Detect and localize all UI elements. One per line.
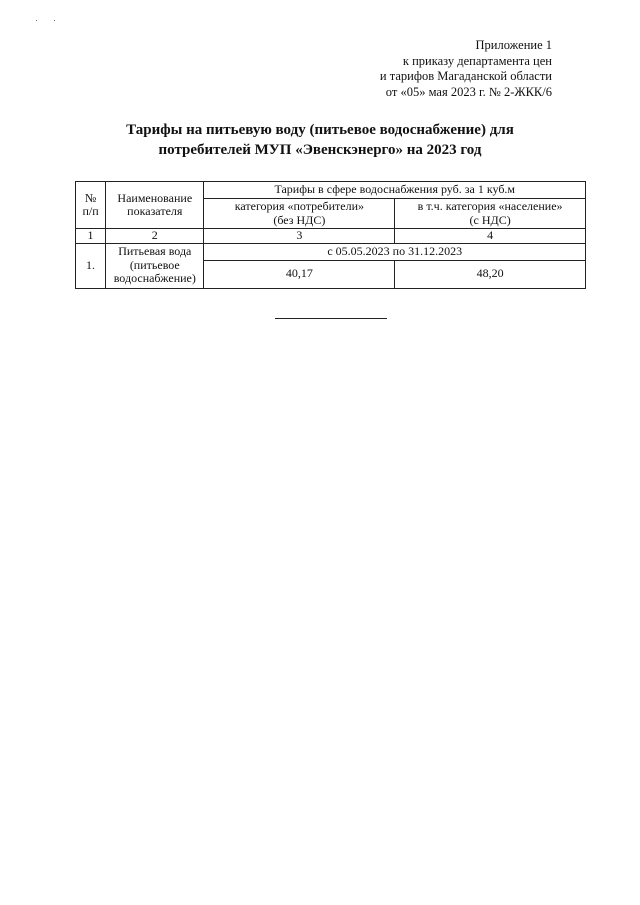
- index-cell: 4: [395, 229, 586, 244]
- annex-line: к приказу департамента цен: [402, 53, 552, 68]
- annex-block: [380, 38, 552, 100]
- row-value-b-cell: 48,20: [395, 260, 586, 288]
- header-col-b-line: в т.ч. категория «население»: [417, 199, 563, 213]
- header-col-a-line: (без НДС): [273, 212, 326, 227]
- scan-speck: [54, 20, 55, 21]
- row-period-cell: с 05.05.2023 по 31.12.2023: [204, 243, 586, 260]
- header-row: [76, 182, 586, 199]
- header-group-cell: Тарифы в сфере водоснабжения руб. за 1 куб.м: [204, 182, 586, 199]
- row-number-cell: 1.: [76, 243, 106, 288]
- header-col-a-line: категория «потребители»: [234, 199, 364, 213]
- tariff-table: [75, 181, 586, 289]
- scan-speck: [36, 20, 37, 21]
- index-cell: 2: [106, 229, 204, 244]
- document-title: [0, 120, 640, 160]
- title-line: потребителей МУП «Эвенскэнерго» на 2023 год: [158, 142, 482, 158]
- index-cell: 3: [204, 229, 395, 244]
- row-name-line: водоснабжение): [113, 271, 196, 286]
- row-name-cell: [106, 243, 204, 288]
- header-col-b-line: (с НДС): [469, 212, 511, 227]
- signature-divider: [275, 318, 387, 319]
- annex-line: от «05» мая 2023 г. № 2-ЖКК/6: [385, 84, 552, 99]
- header-name-line: Наименование: [117, 190, 193, 205]
- row-name-line: Питьевая вода: [118, 244, 192, 259]
- annex-line: Приложение 1: [475, 38, 552, 52]
- index-row: [76, 229, 586, 244]
- table-row: [76, 243, 586, 260]
- header-col-b-cell: [395, 199, 586, 229]
- header-number-abbr: п/п: [82, 204, 99, 218]
- row-name-line: (питьевое: [129, 257, 180, 272]
- index-cell: 1: [76, 229, 106, 244]
- header-number-cell: [76, 182, 106, 229]
- annex-line: и тарифов Магаданской области: [379, 69, 552, 83]
- title-line: Тарифы на питьевую воду (питьевое водоснабжение) для: [126, 122, 514, 138]
- header-name-cell: [106, 182, 204, 229]
- row-value-a-cell: 40,17: [204, 260, 395, 288]
- header-col-a-cell: [204, 199, 395, 229]
- header-name-line: показателя: [127, 204, 183, 218]
- header-number-symbol: №: [84, 190, 97, 205]
